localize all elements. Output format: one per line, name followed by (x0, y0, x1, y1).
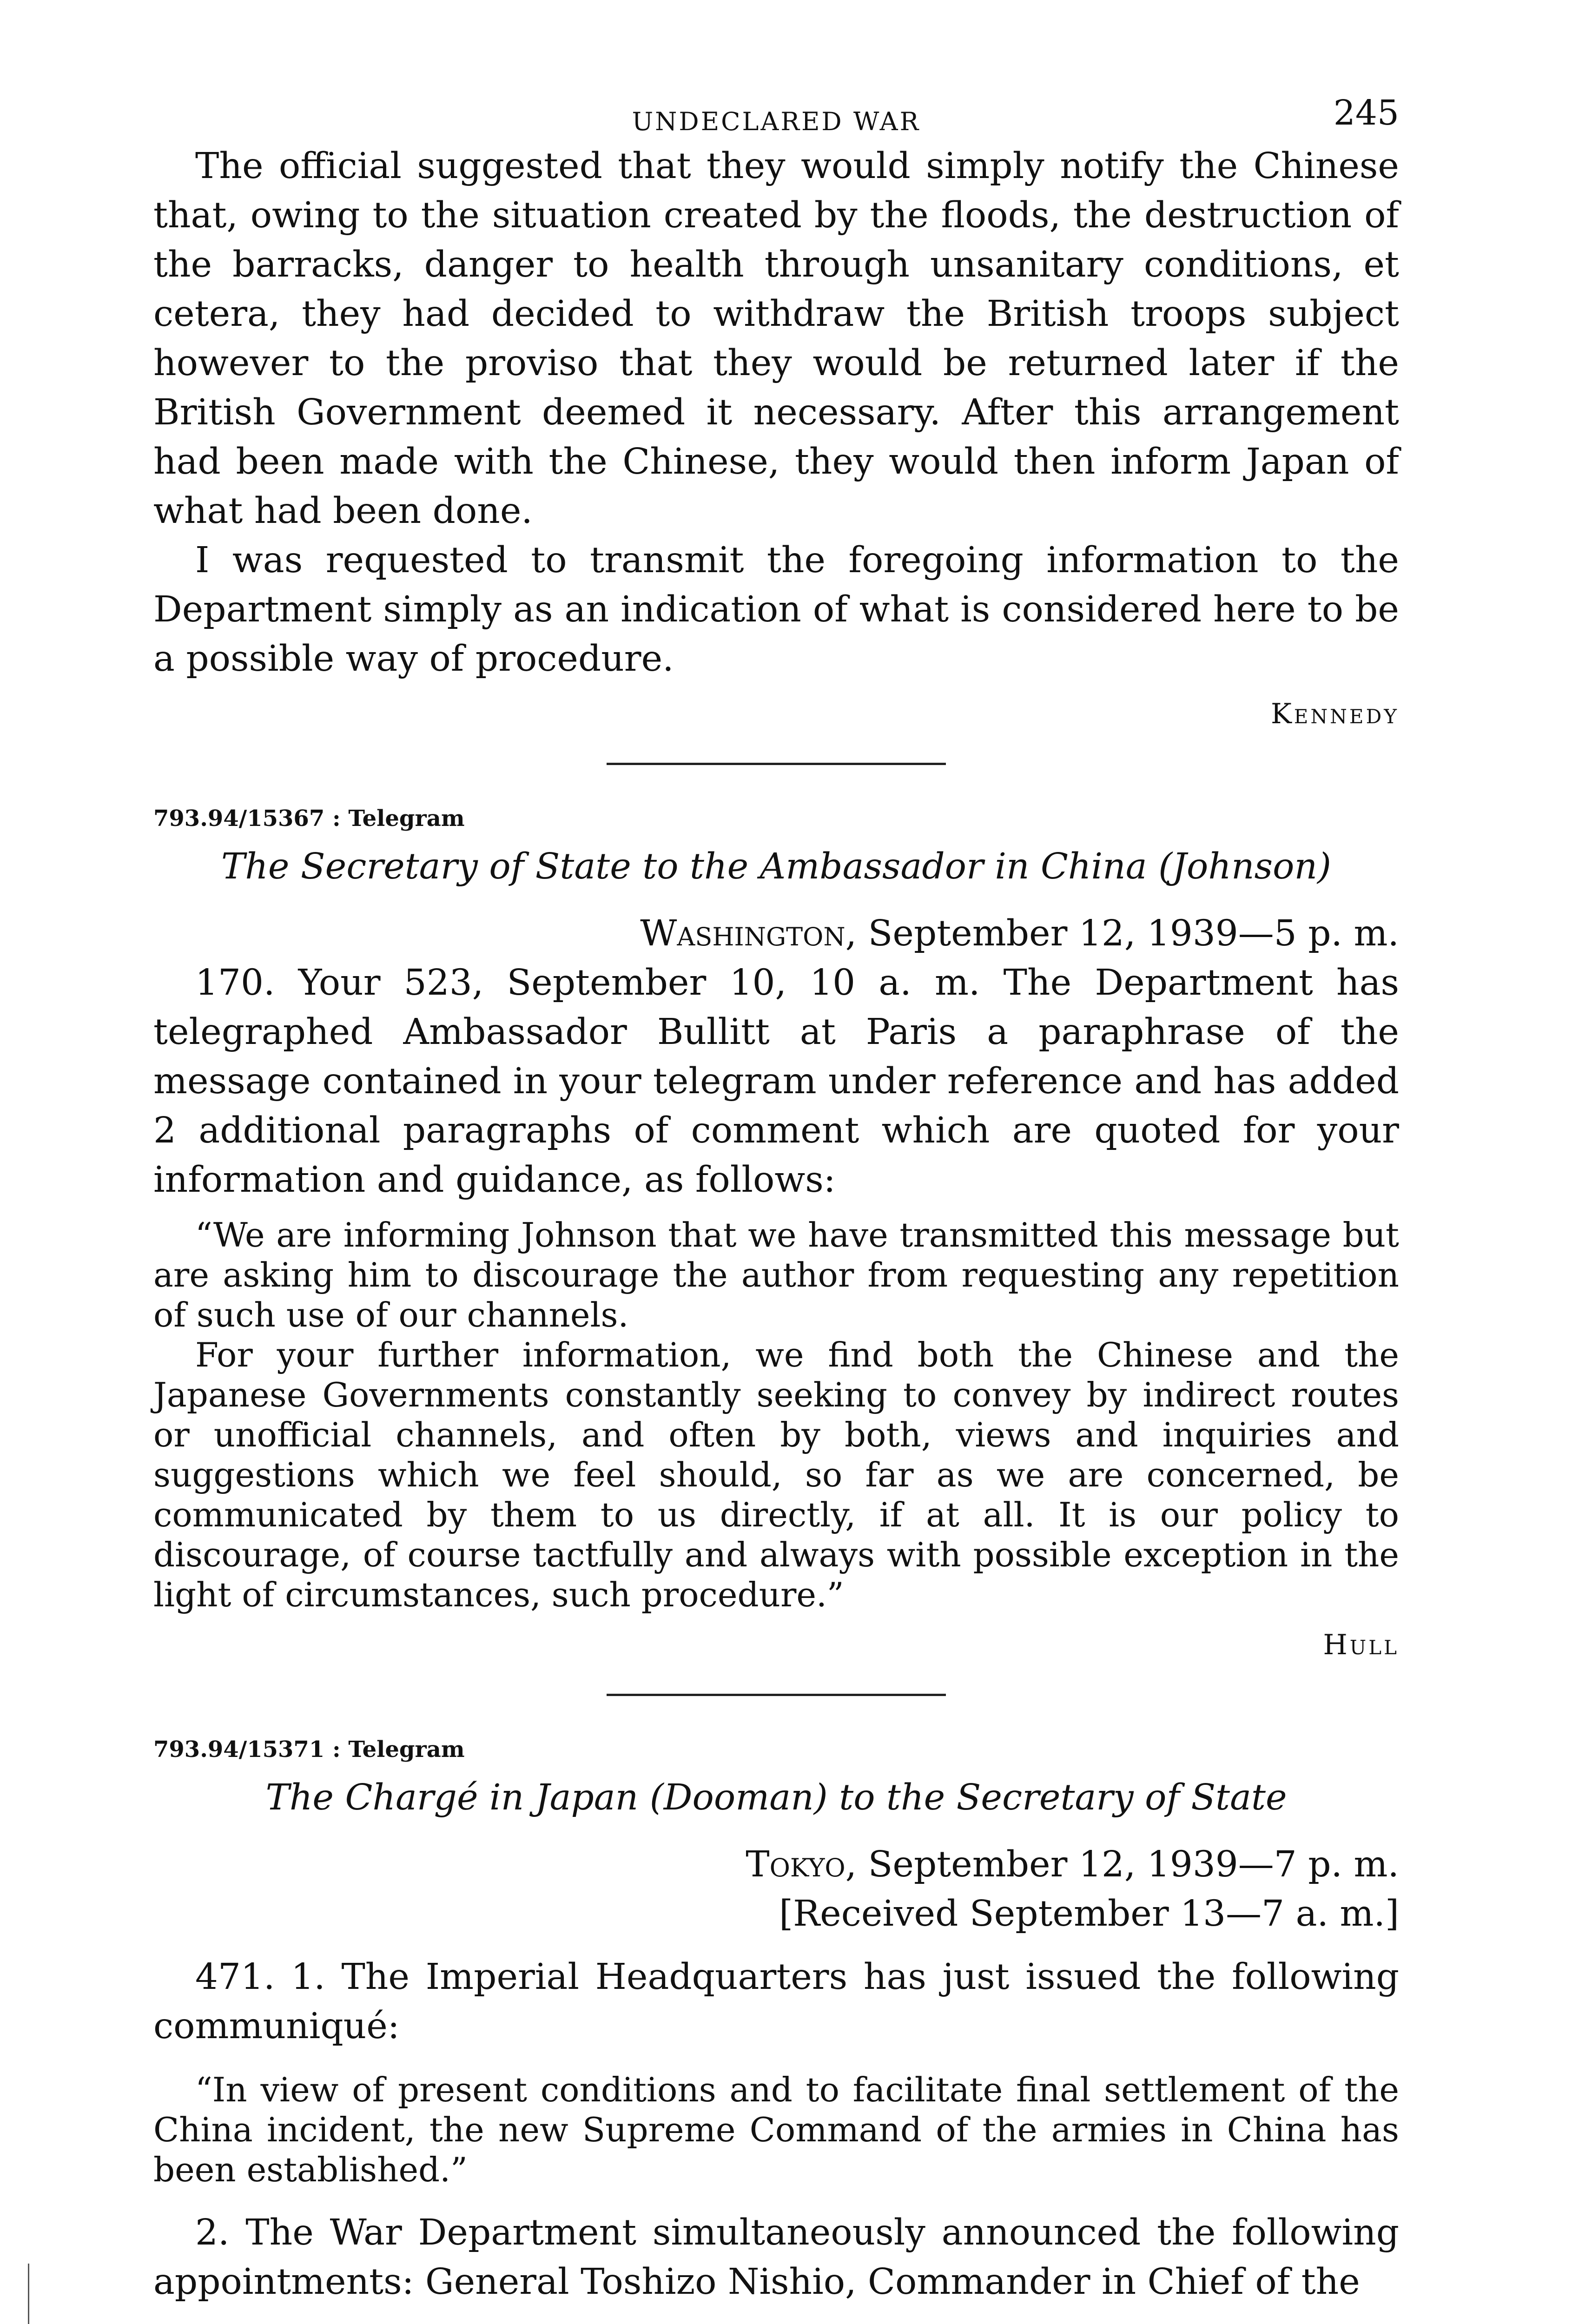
paragraph: 471. 1. The Imperial Headquarters has just issued the following communiqué: (153, 1956, 1399, 2047)
section-divider (607, 1694, 946, 1696)
scan-margin-mark (28, 2264, 29, 2324)
page-number: 245 (1333, 93, 1399, 133)
file-reference: 793.94/15367 : Telegram (153, 805, 465, 832)
running-header (153, 86, 1399, 142)
quote-paragraph: “In view of present conditions and to facilitate final settlement of the China incident, the new Supreme Command of the armies in China has been established.” (153, 2070, 1399, 2189)
section-telegram-dooman (153, 1733, 1399, 2307)
quote-paragraph: “We are informing Johnson that we have transmitted this message but are asking him to discourage the author from requesting any repetition of such use of our channels. (153, 1215, 1399, 1334)
dateline-date: , September 12, 1939—7 p. m. (845, 1844, 1399, 1885)
dateline-place: Washington (640, 913, 845, 954)
dateline-place: Tokyo (746, 1844, 845, 1885)
section-divider (607, 763, 946, 765)
paragraph: 2. The War Department simultaneously announced the following appointments: General Toshizo Nishio, Commander in Chief of the (153, 2212, 1399, 2303)
paragraph: The official suggested that they would simply notify the Chinese that, owing to the situation created by the floods, the destruction of the barracks, danger to health through unsanitary conditions, et cetera, they had decided to withdraw the British troops subject however to the proviso that they would be returned later if the British Government deemed it necessary. After this arrangement had been made with the Chinese, they would then inform Japan of what had been done. (153, 145, 1399, 532)
block-quote (153, 2070, 1399, 2190)
dateline (153, 1840, 1399, 1889)
received-line: [Received September 13—7 a. m.] (779, 1893, 1399, 1934)
document-page (153, 86, 1399, 2307)
signature: Hull (1323, 1629, 1399, 1661)
section-kennedy-report (153, 142, 1399, 735)
section-telegram-hull (153, 802, 1399, 1666)
document-heading: The Chargé in Japan (Dooman) to the Secretary of State (265, 1777, 1287, 1818)
paragraph: I was requested to transmit the foregoing information to the Department simply as an indication of what is considered here to be a possible way of procedure. (153, 540, 1399, 680)
block-quote (153, 1215, 1399, 1615)
dateline-date: , September 12, 1939—5 p. m. (845, 913, 1399, 954)
paragraph: 170. Your 523, September 10, 10 a. m. The Department has telegraphed Ambassador Bullitt at Paris a paraphrase of the message contained in your telegram under reference and has added 2 additional paragraphs of comment which are quoted for your information and guidance, as follows: (153, 962, 1399, 1201)
quote-paragraph: For your further information, we find both the Chinese and the Japanese Governments constantly seeking to convey by indirect routes or unofficial channels, and often by both, views and inquiries and suggestions which we feel should, so far as we are concerned, be communicated by them to us directly, if at all. It is our policy to discourage, of course tactfully and always with possible exception in the light of circumstances, such procedure.” (153, 1335, 1399, 1614)
file-reference: 793.94/15371 : Telegram (153, 1736, 465, 1763)
document-heading: The Secretary of State to the Ambassador in China (Johnson) (221, 846, 1332, 887)
running-title: UNDECLARED WAR (632, 107, 921, 136)
dateline (153, 909, 1399, 958)
signature: Kennedy (1270, 698, 1399, 730)
